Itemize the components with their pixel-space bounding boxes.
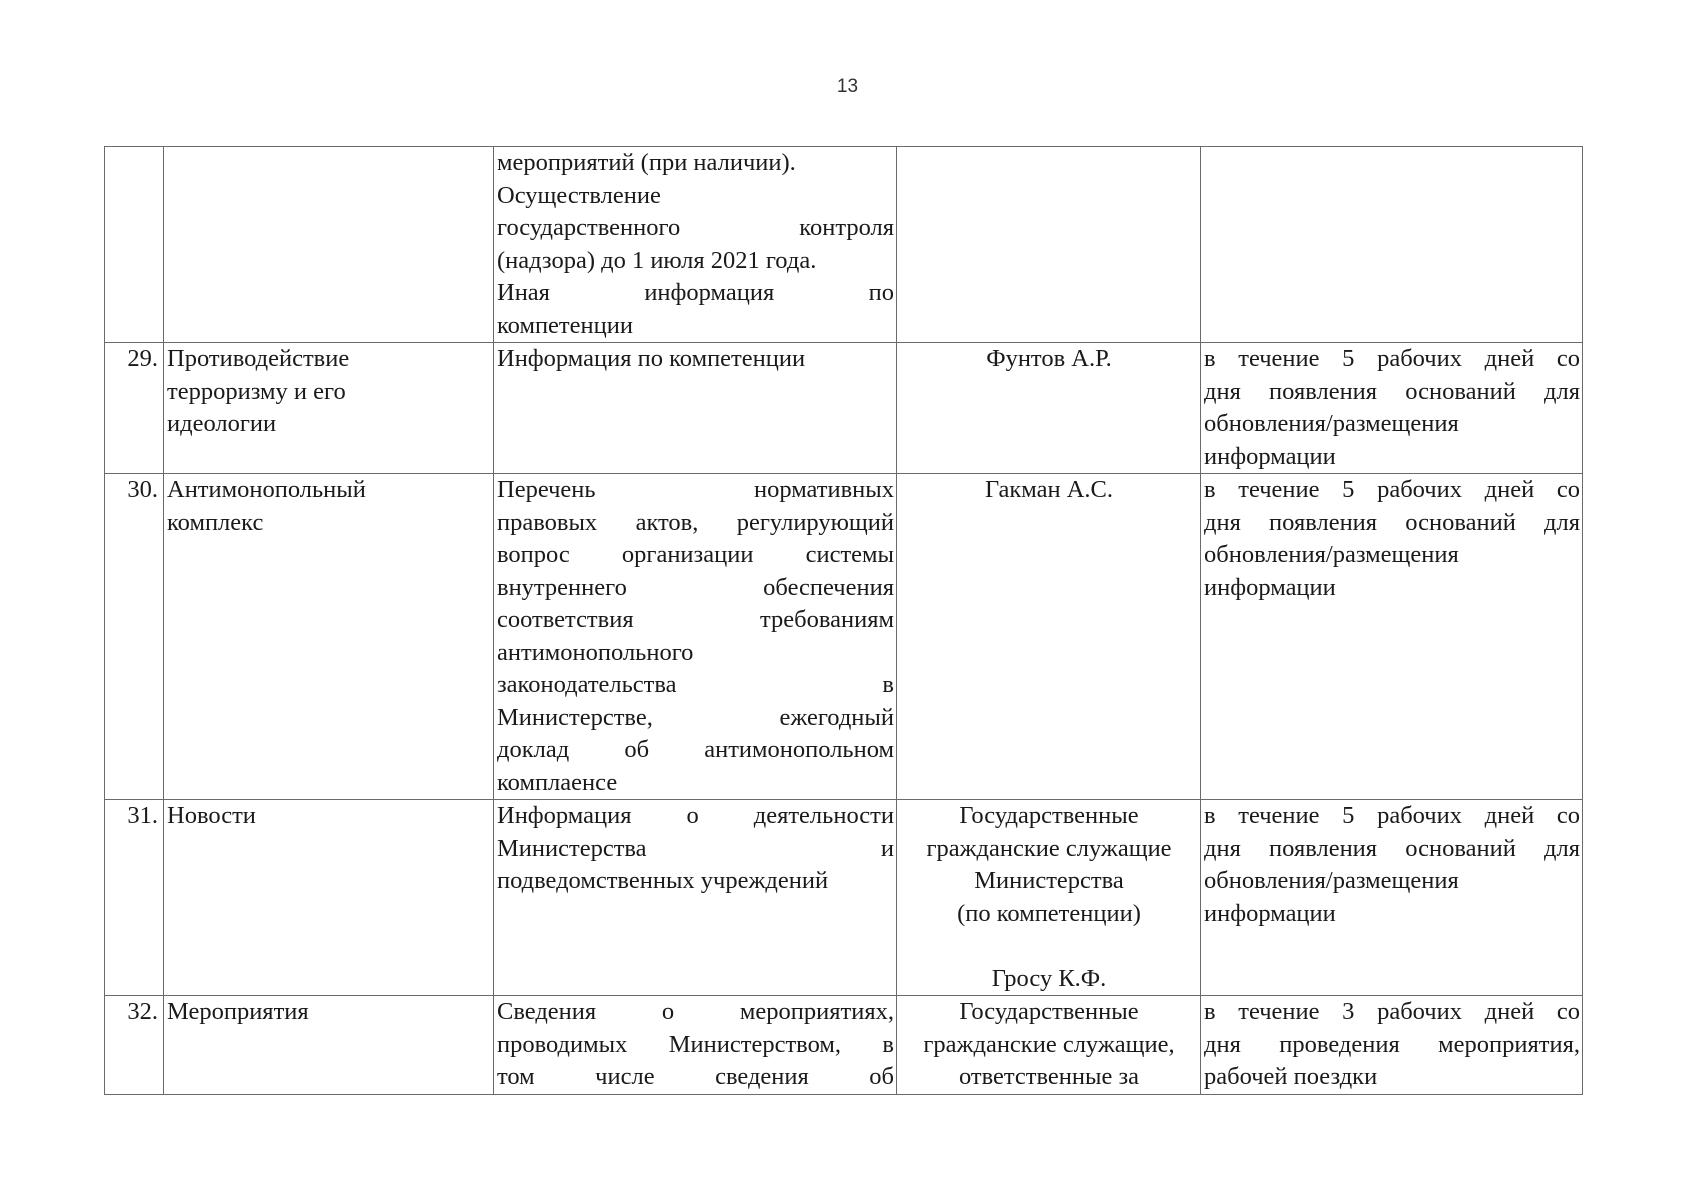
responsible-cell (897, 996, 1201, 1095)
table-row (105, 343, 1583, 474)
information-line: подведомственных учреждений (497, 867, 829, 894)
information-line: государственного контроля (497, 214, 894, 241)
information-line: соответствия требованиям (497, 606, 894, 633)
information-line: (надзора) до 1 июля 2021 года. (497, 246, 817, 274)
deadline-line: дня проведения мероприятия, (1204, 1030, 1580, 1058)
deadline-line: дня появления оснований для (1204, 377, 1580, 405)
row-number: 29. (127, 345, 158, 372)
deadline-cell (1201, 147, 1583, 343)
information-line: вопрос организации системы (497, 541, 894, 568)
information-cell (494, 343, 897, 474)
deadline-cell (1201, 996, 1583, 1095)
information-table (104, 146, 1583, 1095)
information-line: внутреннего обеспечения (497, 573, 894, 601)
responsible-line: ответственные за (958, 1063, 1140, 1090)
section-title-line: Новости (167, 802, 256, 829)
blank-line (900, 930, 1198, 963)
section-title-line: Противодействие (167, 345, 350, 372)
section-cell (164, 474, 494, 800)
deadline-cell (1201, 474, 1583, 800)
responsible-line: Государственные (959, 802, 1139, 829)
information-line: правовых актов, регулирующий (497, 508, 894, 536)
information-line: проводимых Министерством, в (497, 1030, 894, 1058)
row-number: 30. (127, 476, 158, 503)
responsible-line: Фунтов А.Р. (986, 345, 1112, 372)
deadline-line: информации (1204, 899, 1336, 927)
information-line: Информация о деятельности (497, 802, 894, 829)
information-line: мероприятий (при наличии). (497, 149, 796, 176)
deadline-line: рабочей поездки (1204, 1063, 1378, 1090)
information-line: Министерства и (497, 834, 894, 862)
responsible-cell (897, 343, 1201, 474)
deadline-line: в течение 5 рабочих дней со (1204, 802, 1580, 829)
information-cell (494, 996, 897, 1095)
section-title-line: Антимонопольный (167, 476, 366, 503)
responsible-line: Государственные (959, 998, 1139, 1025)
section-title-line: терроризму и его (167, 377, 346, 405)
section-cell (164, 147, 494, 343)
information-line: Министерстве, ежегодный (497, 703, 894, 731)
page-number: 13 (836, 76, 859, 97)
table-row (105, 147, 1583, 343)
responsible-cell (897, 800, 1201, 996)
table-row (105, 996, 1583, 1095)
row-number-cell (105, 474, 164, 800)
responsible-line: гражданские служащие, (923, 1030, 1175, 1058)
deadline-line: информации (1204, 573, 1336, 601)
deadline-line: дня появления оснований для (1204, 834, 1580, 862)
deadline-line: дня появления оснований для (1204, 508, 1580, 536)
row-number-cell (105, 147, 164, 343)
section-title-line: комплекс (167, 508, 264, 536)
deadline-line: в течение 3 рабочих дней со (1204, 998, 1580, 1025)
responsible-line: Министерства (974, 867, 1124, 894)
deadline-line: обновления/размещения (1204, 867, 1459, 894)
information-cell (494, 800, 897, 996)
information-line: комплаенсе (497, 768, 618, 796)
table-row (105, 474, 1583, 800)
information-line: доклад об антимонопольном (497, 736, 894, 763)
table-body (105, 147, 1583, 1095)
information-line: Информация по компетенции (497, 345, 806, 372)
section-title-line: идеологии (167, 410, 277, 437)
deadline-line: обновления/размещения (1204, 410, 1459, 437)
responsible-line: Гросу К.Ф. (991, 964, 1107, 992)
information-line: Осуществление (497, 181, 661, 209)
deadline-cell (1201, 343, 1583, 474)
section-cell (164, 800, 494, 996)
deadline-line: в течение 5 рабочих дней со (1204, 345, 1580, 372)
information-line: Перечень нормативных (497, 476, 894, 503)
information-cell (494, 147, 897, 343)
responsible-line: гражданские служащие (926, 834, 1172, 862)
row-number-cell (105, 343, 164, 474)
section-cell (164, 996, 494, 1095)
section-cell (164, 343, 494, 474)
information-line: компетенции (497, 311, 633, 339)
row-number: 32. (127, 998, 158, 1025)
information-line: том числе сведения об (497, 1063, 894, 1090)
responsible-line: (по компетенции) (957, 899, 1141, 927)
section-title-line: Мероприятия (167, 998, 309, 1025)
information-cell (494, 474, 897, 800)
table-row (105, 800, 1583, 996)
row-number-cell (105, 800, 164, 996)
deadline-cell (1201, 800, 1583, 996)
information-line: законодательства в (497, 671, 894, 698)
information-line: Иная информация по (497, 279, 894, 306)
row-number: 31. (127, 802, 158, 829)
responsible-cell (897, 147, 1201, 343)
information-line: антимонопольного (497, 638, 694, 666)
information-line: Сведения о мероприятиях, (497, 998, 894, 1025)
deadline-line: обновления/размещения (1204, 541, 1459, 568)
responsible-line: Гакман А.С. (984, 476, 1114, 503)
row-number-cell (105, 996, 164, 1095)
deadline-line: информации (1204, 442, 1336, 470)
deadline-line: в течение 5 рабочих дней со (1204, 476, 1580, 503)
responsible-cell (897, 474, 1201, 800)
